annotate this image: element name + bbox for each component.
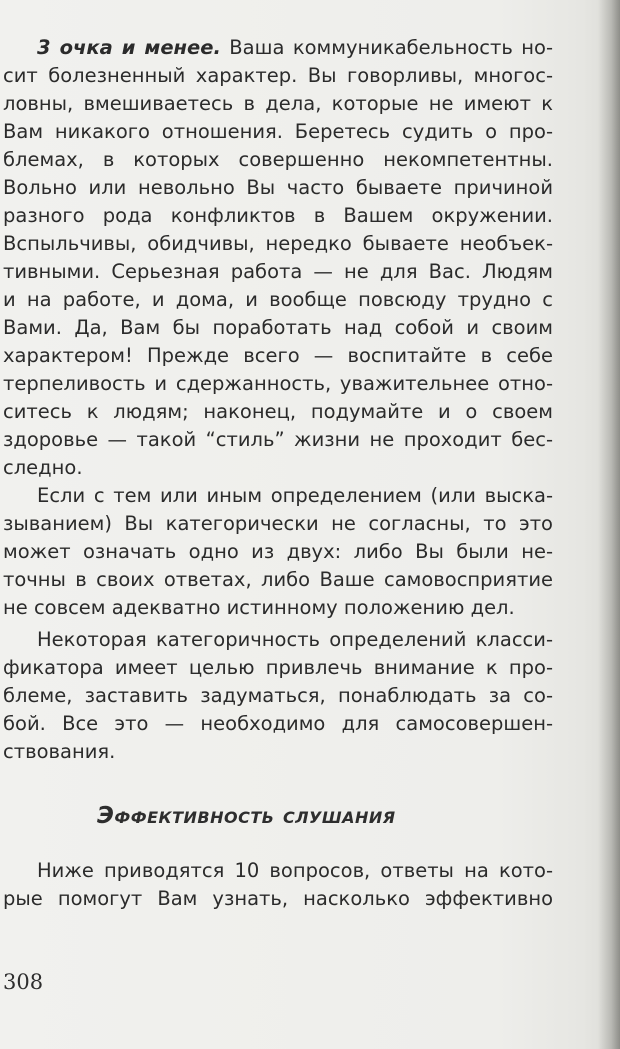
page-number: 308 xyxy=(3,970,44,994)
text-line: и на работе, и дома, и вообще повсюду трудно с xyxy=(3,288,553,311)
page-binding-shadow xyxy=(598,0,620,1049)
text-line: блемах, в которых совершенно некомпетентны. xyxy=(3,148,553,171)
text-line: разного рода конфликтов в Вашем окружении. xyxy=(3,204,553,227)
text-line: ситесь к людям; наконец, подумайте и о своем xyxy=(3,400,553,423)
text-line: Вами. Да, Вам бы поработать над собой и своим xyxy=(3,316,553,339)
text-line: Ниже приводятся 10 вопросов, ответы на кото- xyxy=(37,859,553,882)
section-heading: Эффективность слушания xyxy=(97,803,396,829)
text-line: не совсем адекватно истинному положению дел. xyxy=(3,596,515,619)
text-line: тивными. Серьезная работа — не для Вас. Людям xyxy=(3,260,553,283)
text-line: бой. Все это — необходимо для самосовершен- xyxy=(3,712,553,735)
text-line: блеме, заставить задуматься, понаблюдать за со- xyxy=(3,684,553,707)
text-line: характером! Прежде всего — воспитайте в себе xyxy=(3,344,553,367)
text-line: терпеливость и сдержанность, уважительнее отно- xyxy=(3,372,553,395)
text-line: может означать одно из двух: либо Вы были не- xyxy=(3,540,553,563)
text-line: Некоторая категоричность определений класси- xyxy=(37,628,553,651)
text-line: Вспыльчивы, обидчивы, нередко бываете необъек- xyxy=(3,232,553,255)
text-line: сит болезненный характер. Вы говорливы, многос- xyxy=(3,64,553,87)
lead-phrase: 3 очка и менее. xyxy=(37,36,221,59)
text-line: точны в своих ответах, либо Ваше самовосприятие xyxy=(3,568,553,591)
text-line: Если с тем или иным определением (или выска- xyxy=(37,484,553,507)
text-line: здоровье — такой “стиль” жизни не проходит бес- xyxy=(3,428,553,451)
text-line: ствования. xyxy=(3,740,116,763)
text-line: фикатора имеет целью привлечь внимание к про- xyxy=(3,656,553,679)
text-line: рые помогут Вам узнать, насколько эффективно xyxy=(3,887,553,910)
text-line: Вам никакого отношения. Беретесь судить о про- xyxy=(3,120,553,143)
text-line: 3 очка и менее. Ваша коммуникабельность но- xyxy=(37,36,553,59)
text-line: ловны, вмешиваетесь в дела, которые не имеют к xyxy=(3,92,553,115)
text-line: Вольно или невольно Вы часто бываете причиной xyxy=(3,176,553,199)
text-line: следно. xyxy=(3,456,83,479)
text-line: зыванием) Вы категорически не согласны, то это xyxy=(3,512,553,535)
